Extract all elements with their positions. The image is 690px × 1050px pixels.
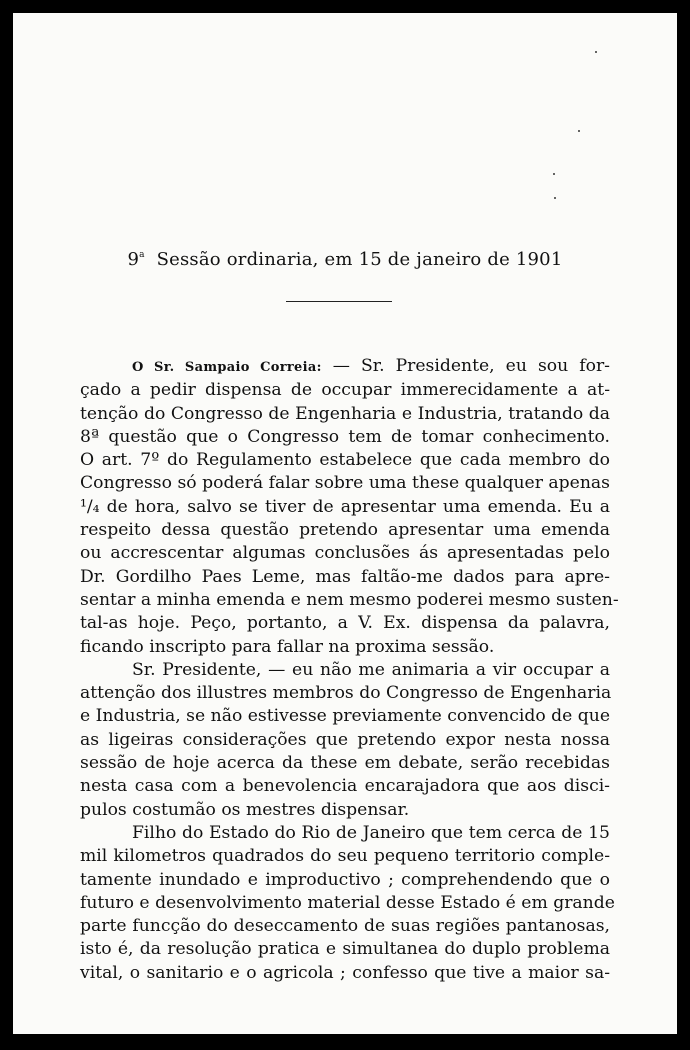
paper-speck [553, 173, 555, 175]
text-line: sentar a minha emenda e nem mesmo poderei mesmo susten- [80, 589, 619, 610]
speaker-name: O Sr. Sampaio Correia: [132, 360, 322, 375]
text-line: isto é, da resolução pratica e simultanea do duplo problema [80, 939, 610, 960]
paper-speck [578, 130, 580, 132]
text-line: vital, o sanitario e o agricola ; confesso que tive a maior sa- [80, 962, 610, 983]
text-line: pulos costumão os mestres dispensar. [80, 799, 410, 820]
text-line: as ligeiras considerações que pretendo expor nesta nossa [80, 729, 610, 750]
document-page [13, 13, 677, 1034]
ordinal-mark: a [139, 250, 145, 260]
text-line: O Sr. Sampaio Correia: — Sr. Presidente, eu sou for- [132, 356, 610, 376]
text-line: çado a pedir dispensa de occupar immerecidamente a at- [80, 380, 610, 401]
text-line: respeito dessa questão pretendo apresentar uma emenda [80, 520, 610, 541]
speech-body [80, 355, 619, 985]
text-line: ¹/₄ de hora, salvo se tiver de apresentar uma emenda. Eu a [80, 496, 610, 517]
text-line: Filho do Estado do Rio de Janeiro que tem cerca de 15 [132, 822, 610, 843]
text-line: attenção dos illustres membros do Congresso de Engenharia [80, 683, 612, 704]
text-line: O art. 7º do Regulamento estabelece que cada membro do [80, 450, 610, 471]
text-line: ficando inscripto para fallar na proxima sessão. [80, 636, 495, 657]
session-heading [13, 249, 677, 270]
text-line: Dr. Gordilho Paes Leme, mas faltão-me dados para apre- [80, 566, 610, 587]
text-line: e Industria, se não estivesse previamente convencido de que [80, 706, 611, 727]
text-line: nesta casa com a benevolencia encarajadora que aos disci- [80, 776, 610, 797]
session-number: 9 [127, 249, 140, 270]
text-line: futuro e desenvolvimento material desse Estado é em grande [80, 892, 615, 913]
section-divider [286, 301, 392, 302]
paper-speck [595, 51, 597, 53]
text-line: tenção do Congresso de Engenharia e Industria, tratando da [80, 403, 610, 424]
text-line: tamente inundado e improductivo ; comprehendendo que o [80, 869, 610, 890]
text-line: Sr. Presidente, — eu não me animaria a vir occupar a [132, 659, 610, 680]
session-title: Sessão ordinaria, em 15 de janeiro de 1901 [156, 249, 563, 270]
text-line: sessão de hoje acerca da these em debate, serão recebidas [80, 753, 610, 774]
text-line: 8ª questão que o Congresso tem de tomar conhecimento. [80, 426, 610, 447]
text-line: tal-as hoje. Peço, portanto, a V. Ex. dispensa da palavra, [80, 613, 610, 634]
text-line: ou accrescentar algumas conclusões ás apresentadas pelo [80, 543, 610, 564]
text-line: Congresso só poderá falar sobre uma these qualquer apenas [80, 473, 610, 494]
text-line: mil kilometros quadrados do seu pequeno territorio comple- [80, 846, 610, 867]
text-line: parte funcção do deseccamento de suas regiões pantanosas, [80, 916, 610, 937]
paper-speck [554, 197, 556, 199]
